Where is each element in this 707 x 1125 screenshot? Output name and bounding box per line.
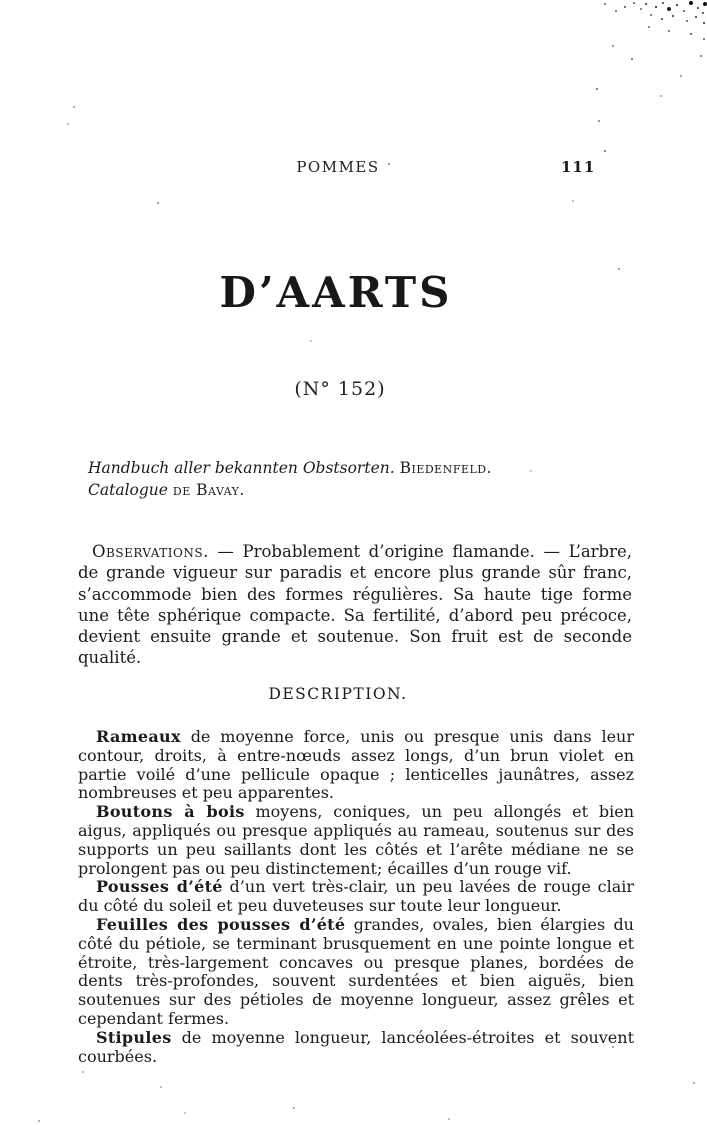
paragraph-boutons — [78, 803, 634, 878]
description-body — [78, 728, 634, 1066]
paragraph-text: d’un vert très-clair, un peu lavées de rouge clair du côté du soleil et peu duveteuses sur toute leur longueur. — [78, 877, 634, 916]
paragraph-lead: Pousses d’été — [96, 877, 223, 897]
paragraph-stipules — [78, 1029, 634, 1067]
running-header: POMMES — [296, 158, 380, 176]
reference-title: Catalogue — [88, 481, 168, 499]
reference-list — [88, 457, 608, 501]
observations-label: Observations. — [92, 542, 209, 561]
paragraph-lead: Boutons à bois — [96, 802, 245, 822]
description-heading: DESCRIPTION. — [268, 685, 408, 703]
paragraph-lead: Stipules — [96, 1027, 172, 1047]
observations-text: — Probablement d’origine flamande. — L’arbre, de grande vigueur sur paradis et encore plus grande sûr franc, s’accommode bien des formes régulières. Sa haute tige forme une tête sphérique compacte. Sa fertilité, d’abord peu précoce, devient ensuite grande et soutenue. Son fruit est de seconde qualité. — [78, 542, 632, 668]
reference-author: de Bavay. — [172, 481, 245, 499]
paragraph-lead: Rameaux — [96, 727, 181, 746]
paragraph-text: de moyenne longueur, lancéolées-étroites et souvent courbées. — [78, 1027, 634, 1066]
paragraph-lead: Feuilles des pousses d’été — [96, 914, 346, 934]
paragraph-feuilles — [78, 916, 634, 1029]
reference-title: Handbuch aller bekannten Obstsorten. — [88, 459, 395, 477]
reference-item — [88, 479, 608, 501]
paragraph-text: moyens, coniques, un peu allongés et bien aigus, appliqués ou presque appliqués au rameau, soutenus sur des supports un peu saillants dont les côtés et l’arête médiane ne se prolongent pas ou peu distinctement; écailles d’un rouge vif. — [78, 802, 634, 878]
paragraph-pousses — [78, 878, 634, 916]
reference-item — [88, 457, 608, 479]
paragraph-rameaux — [78, 728, 634, 803]
paragraph-text: grandes, ovales, bien élargies du côté du pétiole, se terminant brusquement en une pointe longue et étroite, très-largement concaves ou presque planes, bordées de dents très-profondes, souvent surdentées et bien aiguës, bien soutenues sur des pétioles de moyenne longueur, assez grêles et cependant fermes. — [78, 914, 634, 1028]
scan-noise-scatter — [0, 0, 2, 2]
paragraph-text: de moyenne force, unis ou presque unis dans leur contour, droits, à entre-nœuds assez longs, d’un brun violet en partie voilé d’une pellicule opaque ; lenticelles jaunâtres, assez nombreuses et peu apparentes. — [78, 727, 634, 803]
observations-paragraph — [78, 541, 632, 669]
variety-number: (N° 152) — [294, 378, 386, 400]
variety-title: D’AARTS — [219, 268, 453, 317]
reference-author: Biedenfeld. — [399, 459, 493, 477]
page-number: 111 — [561, 158, 596, 176]
